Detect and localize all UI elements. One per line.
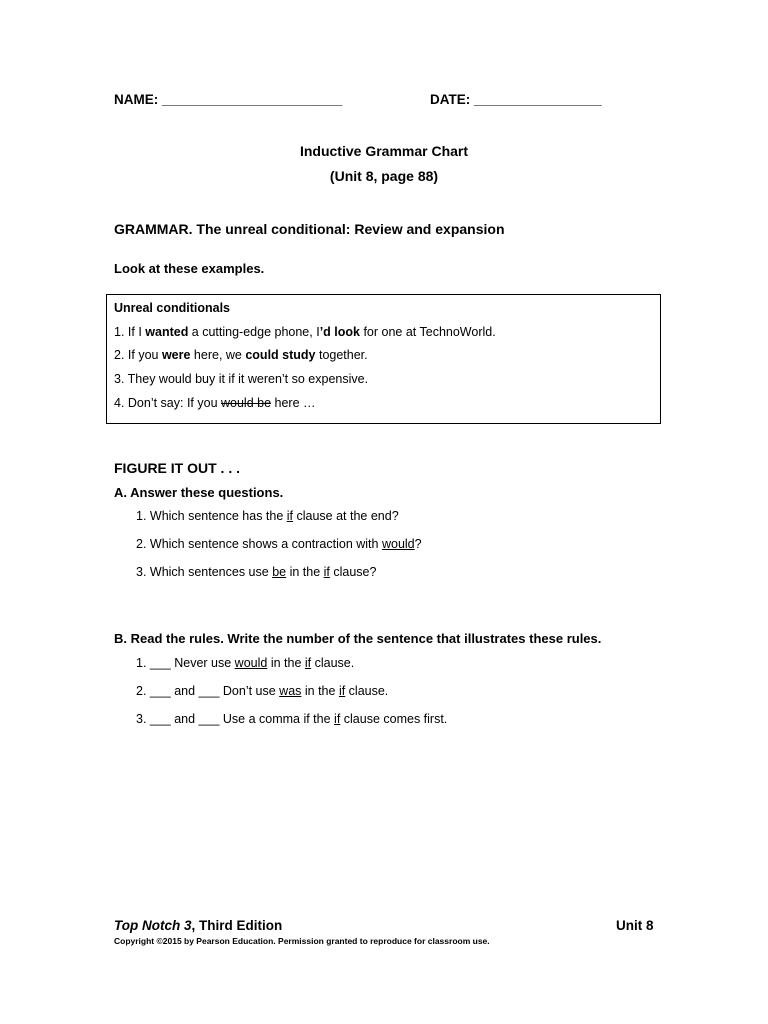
example-text: a cutting-edge phone, I bbox=[188, 325, 320, 339]
example-text: for one at TechnoWorld. bbox=[359, 325, 496, 339]
grammar-heading: GRAMMAR. The unreal conditional: Review and expansion bbox=[114, 221, 505, 237]
rule-text: 2. ___ and ___ Don’t use bbox=[136, 684, 280, 698]
rule-item bbox=[136, 712, 447, 726]
example-text: here, we bbox=[190, 348, 246, 362]
example-text: here … bbox=[271, 396, 316, 410]
name-label: NAME: bbox=[114, 92, 159, 107]
footer-book-title bbox=[114, 918, 282, 933]
example-text: 1. If I bbox=[114, 325, 146, 339]
look-instruction: Look at these examples. bbox=[114, 261, 265, 276]
footer-unit: Unit 8 bbox=[616, 918, 654, 933]
part-a-heading: A. Answer these questions. bbox=[114, 485, 284, 500]
footer-book-name: Top Notch 3 bbox=[114, 918, 192, 933]
question-text: 3. Which sentences use bbox=[136, 565, 273, 579]
question-text: clause at the end? bbox=[293, 509, 399, 523]
rule-keyword: if bbox=[338, 684, 346, 698]
name-field bbox=[114, 92, 342, 107]
example-line bbox=[114, 348, 368, 362]
example-line: 3. They would buy it if it weren’t so expensive. bbox=[114, 372, 369, 386]
date-blank: _________________ bbox=[474, 92, 602, 107]
rule-text: clause comes first. bbox=[340, 712, 448, 726]
question-text: 2. Which sentence shows a contraction with bbox=[136, 537, 382, 551]
example-line bbox=[114, 325, 496, 339]
question-item bbox=[136, 565, 376, 579]
rule-text: clause. bbox=[311, 656, 355, 670]
examples-box bbox=[106, 294, 661, 424]
page-title: Inductive Grammar Chart bbox=[299, 143, 469, 159]
rule-item bbox=[136, 656, 354, 670]
example-bold: could study bbox=[245, 348, 316, 362]
date-label: DATE: bbox=[430, 92, 471, 107]
example-bold: ’d look bbox=[319, 325, 360, 339]
example-bold: were bbox=[161, 348, 191, 362]
figure-it-out-heading: FIGURE IT OUT . . . bbox=[114, 460, 240, 476]
page-subtitle: (Unit 8, page 88) bbox=[329, 168, 439, 184]
rule-text: 3. ___ and ___ Use a comma if the bbox=[136, 712, 335, 726]
rule-keyword: if bbox=[334, 712, 341, 726]
example-text: 4. Don’t say: If you bbox=[114, 396, 221, 410]
example-struck: would be bbox=[221, 396, 272, 410]
example-line bbox=[114, 396, 316, 410]
rule-item bbox=[136, 684, 388, 698]
question-keyword: if bbox=[323, 565, 330, 579]
question-text: 1. Which sentence has the bbox=[136, 509, 287, 523]
example-text: 2. If you bbox=[114, 348, 162, 362]
question-keyword: would bbox=[381, 537, 415, 551]
rule-text: clause. bbox=[345, 684, 389, 698]
rule-text: 1. ___ Never use bbox=[136, 656, 235, 670]
rule-keyword: would bbox=[234, 656, 268, 670]
question-text: clause? bbox=[329, 565, 377, 579]
example-bold: wanted bbox=[145, 325, 189, 339]
example-text: together. bbox=[315, 348, 368, 362]
question-keyword: be bbox=[272, 565, 287, 579]
rule-keyword: if bbox=[304, 656, 312, 670]
rule-keyword: was bbox=[279, 684, 302, 698]
rule-text: in the bbox=[301, 684, 339, 698]
date-field bbox=[430, 92, 602, 107]
name-blank: ________________________ bbox=[162, 92, 343, 107]
footer-edition: , Third Edition bbox=[191, 918, 283, 933]
examples-heading: Unreal conditionals bbox=[114, 301, 230, 315]
question-keyword: if bbox=[286, 509, 294, 523]
question-text: in the bbox=[286, 565, 324, 579]
question-item bbox=[136, 537, 422, 551]
rule-text: in the bbox=[267, 656, 305, 670]
question-item bbox=[136, 509, 399, 523]
question-text: ? bbox=[414, 537, 422, 551]
part-b-heading: B. Read the rules. Write the number of the sentence that illustrates these rules. bbox=[114, 631, 602, 646]
footer-copyright: Copyright ©2015 by Pearson Education. Permission granted to reproduce for classroom use. bbox=[114, 936, 490, 946]
